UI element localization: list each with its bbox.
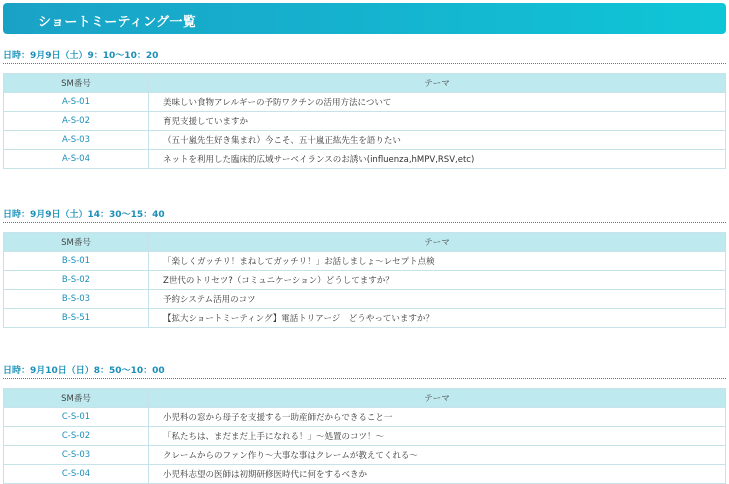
sm-code-link[interactable]: B-S-02 bbox=[4, 271, 149, 290]
page-header bbox=[3, 3, 726, 34]
page-title: ショートミーティング一覧 bbox=[38, 15, 197, 30]
session-table bbox=[3, 73, 726, 169]
table-header-row bbox=[4, 233, 726, 252]
session-b bbox=[3, 209, 726, 328]
table-row bbox=[4, 309, 726, 328]
sm-code-link[interactable]: A-S-03 bbox=[4, 131, 149, 150]
column-header-theme: テーマ bbox=[149, 389, 726, 408]
table-row bbox=[4, 290, 726, 309]
table-row bbox=[4, 408, 726, 427]
sm-code-link[interactable]: A-S-01 bbox=[4, 93, 149, 112]
sm-code-link[interactable]: C-S-01 bbox=[4, 408, 149, 427]
session-c bbox=[3, 365, 726, 484]
table-row bbox=[4, 131, 726, 150]
theme-cell: 予約システム活用のコツ bbox=[149, 290, 726, 309]
theme-cell: 小児科志望の医師は初期研修医時代に何をするべきか bbox=[149, 465, 726, 484]
theme-cell: クレームからのファン作り〜大事な事はクレームが教えてくれる〜 bbox=[149, 446, 726, 465]
sm-code-link[interactable]: B-S-03 bbox=[4, 290, 149, 309]
sm-code-link[interactable]: B-S-51 bbox=[4, 309, 149, 328]
sm-code-link[interactable]: B-S-01 bbox=[4, 252, 149, 271]
sm-code-link[interactable]: A-S-02 bbox=[4, 112, 149, 131]
theme-cell: （五十嵐先生好き集まれ）今こそ、五十嵐正紘先生を語りたい bbox=[149, 131, 726, 150]
table-header-row bbox=[4, 389, 726, 408]
theme-cell: 「楽しくガッチリ！まねしてガッチリ！」お話しましょ〜レセプト点検 bbox=[149, 252, 726, 271]
table-row bbox=[4, 427, 726, 446]
column-header-code: SM番号 bbox=[4, 233, 149, 252]
table-row bbox=[4, 271, 726, 290]
table-row bbox=[4, 465, 726, 484]
session-datetime: 日時：9月10日（日）8：50〜10：00 bbox=[3, 365, 726, 379]
column-header-code: SM番号 bbox=[4, 389, 149, 408]
table-row bbox=[4, 252, 726, 271]
sm-code-link[interactable]: C-S-04 bbox=[4, 465, 149, 484]
sm-code-link[interactable]: C-S-02 bbox=[4, 427, 149, 446]
column-header-theme: テーマ bbox=[149, 74, 726, 93]
theme-cell: 「私たちは、まだまだ上手になれる！」〜処置のコツ！〜 bbox=[149, 427, 726, 446]
theme-cell: Z世代のトリセツ?（コミュニケーション）どうしてますか？ bbox=[149, 271, 726, 290]
theme-cell: 小児科の窓から母子を支援する一助産師だからできること一 bbox=[149, 408, 726, 427]
session-datetime: 日時：9月9日（土）14：30〜15：40 bbox=[3, 209, 726, 223]
table-row bbox=[4, 446, 726, 465]
table-row bbox=[4, 150, 726, 169]
theme-cell: 美味しい食物アレルギーの予防ワクチンの活用方法について bbox=[149, 93, 726, 112]
table-header-row bbox=[4, 74, 726, 93]
table-row bbox=[4, 93, 726, 112]
column-header-theme: テーマ bbox=[149, 233, 726, 252]
session-a bbox=[3, 50, 726, 169]
theme-cell: 育児支援していますか bbox=[149, 112, 726, 131]
column-header-code: SM番号 bbox=[4, 74, 149, 93]
session-datetime: 日時：9月9日（土）9：10〜10：20 bbox=[3, 50, 726, 64]
theme-cell: 【拡大ショートミーティング】電話トリアージ どうやっていますか？ bbox=[149, 309, 726, 328]
session-table bbox=[3, 232, 726, 328]
theme-cell: ネットを利用した臨床的広域サーベイランスのお誘い(influenza,hMPV,RSV,etc) bbox=[149, 150, 726, 169]
sm-code-link[interactable]: A-S-04 bbox=[4, 150, 149, 169]
sm-code-link[interactable]: C-S-03 bbox=[4, 446, 149, 465]
table-row bbox=[4, 112, 726, 131]
session-table bbox=[3, 388, 726, 484]
